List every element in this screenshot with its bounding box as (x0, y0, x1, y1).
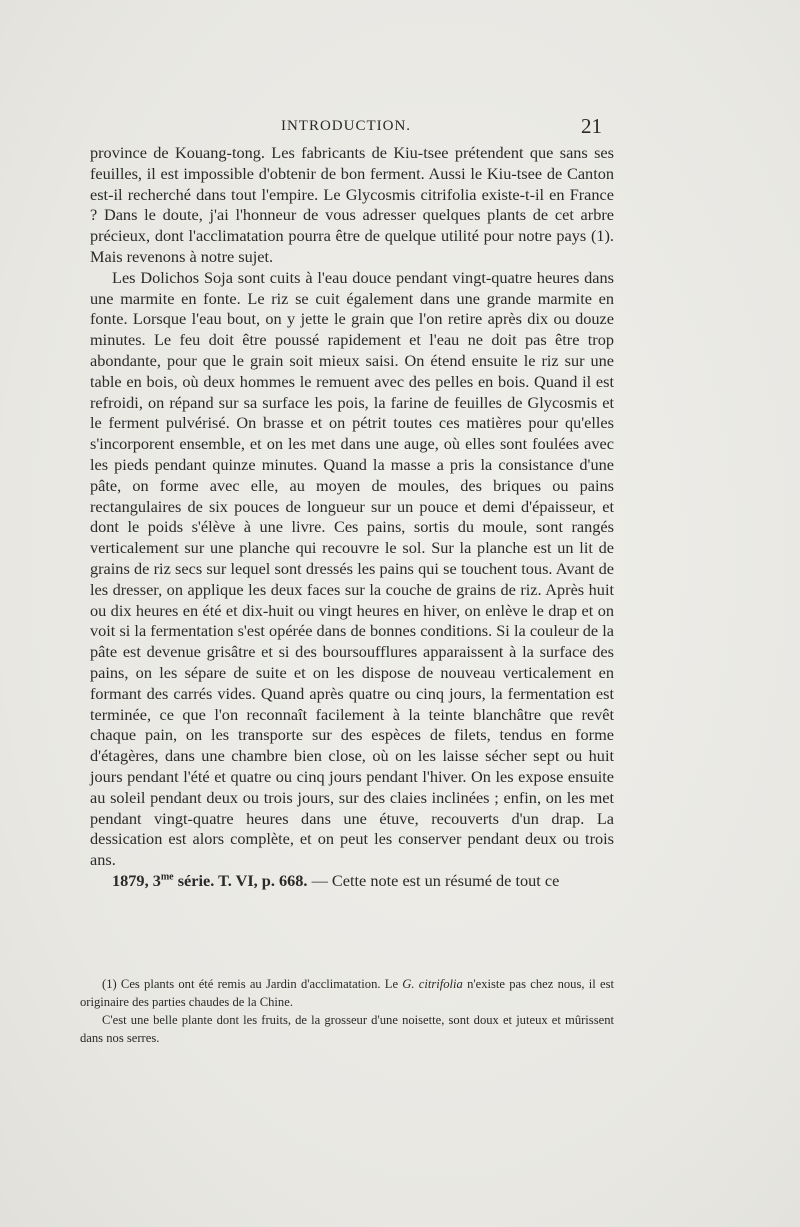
body-text (90, 143, 614, 892)
reference-series: série. T. VI, p. 668. (173, 870, 308, 890)
reference-superscript: me (160, 871, 174, 883)
paragraph-3 (90, 871, 614, 892)
reference-year: 1879, 3 (112, 870, 161, 890)
paragraph-2: Les Dolichos Soja sont cuits à l'eau douce pendant vingt-quatre heures dans une marmite en fonte. Le riz se cuit également dans une grande marmite en fonte. Lorsque l'eau bout, on y jette le grain que l'on retire après dix ou douze minutes. Le feu doit être poussé rapidement et l'eau ne doit pas être trop abondante, pour que le grain soit mieux saisi. On étend ensuite le riz sur une table en bois, où deux hommes le remuent avec des pelles en bois. Quand il est refroidi, on répand sur sa surface les pois, la farine de feuilles de Glycosmis et le ferment pulvérisé. On brasse et on pétrit toutes ces matières pour qu'elles s'incorporent ensemble, et on les met dans une auge, où elles sont foulées avec les pieds pendant quinze minutes. Quand la masse a pris la consistance d'une pâte, on forme avec elle, au moyen de moules, des briques ou pains rectangulaires de six pouces de longueur sur un pouce et demi d'épaisseur, et dont le poids s'élève à une livre. Ces pains, sortis du moule, sont rangés verticalement sur une planche qui recouvre le sol. Sur la planche est un lit de grains de riz secs sur lequel sont dressés les pains qui se touchent tous. Avant de les dresser, on applique les deux faces sur la couche de grains de riz. Après huit ou dix heures en été et dix-huit ou vingt heures en hiver, on enlève le drap et on voit si la fermentation s'est opérée dans de bonnes conditions. Si la couleur de la pâte est devenue grisâtre et si des boursoufflures apparaissent à la surface des pains, on les sépare de suite et on les dispose de nouveau verticalement en formant des carrés vides. Quand après quatre ou cinq jours, la fermentation est terminée, ce que l'on reconnaît facilement à la teinte blanchâtre que revêt chaque pain, on les transporte sur des espèces de filets, tendus en forme d'étagères, dans une chambre bien close, où on les laisse sécher sept ou huit jours pendant l'été et quatre ou cinq jours pendant l'hiver. On les expose ensuite au soleil pendant deux ou trois jours, sur des claies inclinées ; enfin, on les met pendant vingt-quatre heures dans une étuve, recouverts d'un drap. La dessication est alors complète, et on peut les conserver pendant deux ou trois ans. (90, 267, 614, 870)
footnote-1-start: (1) Ces plants ont été remis au Jardin d'acclimatation. Le (102, 977, 403, 991)
footnotes (80, 975, 614, 1047)
reference-bold (112, 871, 308, 890)
paragraph-1: province de Kouang-tong. Les fabricants de Kiu-tsee prétendent que sans ses feuilles, il est impossible d'obtenir de bon ferment. Aussi le Kiu-tsee de Canton est-il recherché dans tout l'empire. Le Glycosmis citrifolia existe-t-il en France ? Dans le doute, j'ai l'honneur de vous adresser quelques plants de cet arbre précieux, dont l'acclimatation pourra être de quelque utilité pour notre pays (1). Mais revenons à notre sujet. (90, 143, 614, 266)
footnote-1-italic: G. citrifolia (402, 977, 463, 991)
footnote-2: C'est une belle plante dont les fruits, de la grosseur d'une noisette, sont doux et juteux et mûrissent dans nos serres. (80, 1013, 614, 1045)
running-title: INTRODUCTION. (280, 118, 412, 134)
page-header (90, 114, 602, 142)
footnote-1 (80, 975, 614, 1011)
page-number: 21 (581, 114, 602, 138)
footnote-1-end: n'existe pas chez nous, il est originaire des parties chaudes de la Chine. (80, 977, 614, 1009)
paragraph-3-text: — Cette note est un résumé de tout ce (307, 870, 560, 890)
